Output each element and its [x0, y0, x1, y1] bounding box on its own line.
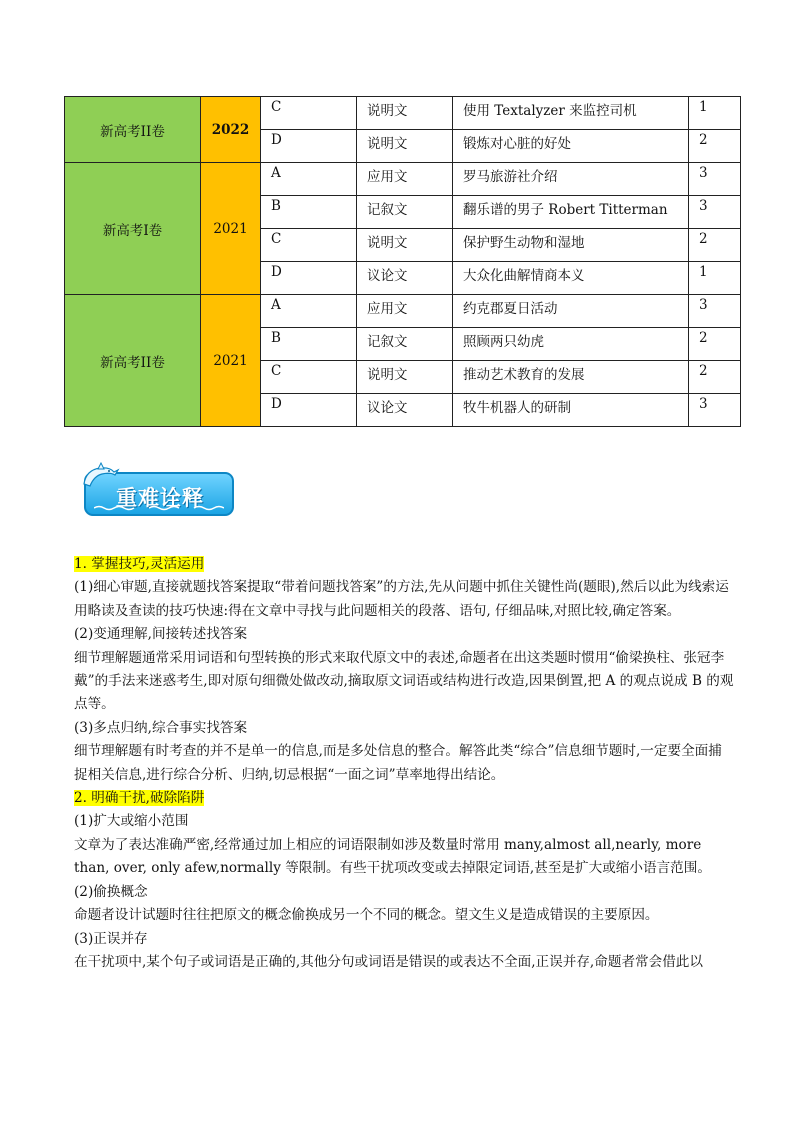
year-cell: 2021	[201, 295, 261, 427]
subheading: (2)偷换概念	[74, 883, 148, 900]
subheading: (2)变通理解,间接转述找答案	[74, 626, 248, 643]
genre-cell: 记叙文	[357, 328, 453, 361]
subheading: (3)正误并存	[74, 930, 148, 947]
part-cell: A	[261, 163, 357, 196]
wave-decoration	[94, 505, 224, 511]
section-heading: 2. 明确干扰,破除陷阱	[74, 790, 205, 807]
genre-cell: 说明文	[357, 97, 453, 130]
year-cell: 2022	[201, 97, 261, 163]
genre-cell: 说明文	[357, 361, 453, 394]
count-cell: 2	[689, 361, 741, 394]
year-cell: 2021	[201, 163, 261, 295]
count-cell: 2	[689, 229, 741, 262]
exam-cell: 新高考II卷	[65, 97, 201, 163]
part-cell: A	[261, 295, 357, 328]
part-cell: D	[261, 394, 357, 427]
subheading: (1)扩大或缩小范围	[74, 813, 189, 830]
count-cell: 1	[689, 262, 741, 295]
paragraph: 文章为了表达准确严密,经常通过加上相应的词语限制如涉及数量时常用 many,almost all,nearly, more than, over, only afew,normally 等限制。有些干扰项改变或去掉限定词语,甚至是扩大或缩小语言范围。	[74, 836, 711, 877]
part-cell: B	[261, 328, 357, 361]
count-cell: 3	[689, 196, 741, 229]
topic-cell: 使用 Textalyzer 来监控司机	[453, 97, 689, 130]
topic-cell: 翻乐谱的男子 Robert Titterman	[453, 196, 689, 229]
table-row	[65, 163, 741, 196]
section-banner	[80, 462, 236, 520]
part-cell: D	[261, 130, 357, 163]
count-cell: 1	[689, 97, 741, 130]
topic-cell: 锻炼对心脏的好处	[453, 130, 689, 163]
paragraph: (1)细心审题,直接就题找答案提取“带着问题找答案”的方法,先从问题中抓住关键性尚(题眼),然后以此为线索运用略读及查读的技巧快速:得在文章中寻找与此问题相关的段落、语句, 仔细品味,对照比较,确定答案。	[74, 579, 729, 619]
subheading: (3)多点归纳,综合事实找答案	[74, 719, 248, 736]
topic-cell: 照顾两只幼虎	[453, 328, 689, 361]
topic-cell: 推动艺术教育的发展	[453, 361, 689, 394]
part-cell: C	[261, 97, 357, 130]
topic-cell: 大众化曲解情商本义	[453, 262, 689, 295]
genre-cell: 议论文	[357, 262, 453, 295]
paragraph: 细节理解题有时考查的并不是单一的信息,而是多处信息的整合。解答此类“综合”信息细节题时,一定要全面捕捉相关信息,进行综合分析、归纳,切忌根据“一面之词”草率地得出结论。	[74, 743, 722, 783]
banner-title: 重难诠释	[116, 486, 204, 510]
exam-table	[64, 96, 741, 427]
genre-cell: 记叙文	[357, 196, 453, 229]
paragraph: 细节理解题通常采用词语和句型转换的形式来取代原文中的表述,命题者在出这类题时惯用“偷梁换柱、张冠李戴”的手法来迷惑考生,即对原句细微处做改动,摘取原文词语或结构进行改造,因果倒置,把 A 的观点说成 B 的观点等。	[74, 649, 734, 713]
table-row	[65, 97, 741, 130]
section-heading: 1. 掌握技巧,灵活运用	[74, 556, 205, 572]
paragraph: 在干扰项中,某个句子或词语是正确的,其他分句或词语是错误的或表达不全面,正误并存,命题者常会借此以	[74, 953, 703, 970]
topic-cell: 保护野生动物和湿地	[453, 229, 689, 262]
topic-cell: 约克郡夏日活动	[453, 295, 689, 328]
table-row	[65, 295, 741, 328]
exam-cell: 新高考II卷	[65, 295, 201, 427]
part-cell: B	[261, 196, 357, 229]
genre-cell: 说明文	[357, 229, 453, 262]
topic-cell: 牧牛机器人的研制	[453, 394, 689, 427]
paragraph: 命题者设计试题时往往把原文的概念偷换成另一个不同的概念。望文生义是造成错误的主要原因。	[74, 907, 659, 924]
count-cell: 3	[689, 295, 741, 328]
count-cell: 2	[689, 328, 741, 361]
count-cell: 3	[689, 394, 741, 427]
genre-cell: 应用文	[357, 163, 453, 196]
part-cell: C	[261, 229, 357, 262]
genre-cell: 议论文	[357, 394, 453, 427]
exam-cell: 新高考I卷	[65, 163, 201, 295]
count-cell: 3	[689, 163, 741, 196]
genre-cell: 说明文	[357, 130, 453, 163]
part-cell: D	[261, 262, 357, 295]
dolphin-icon	[80, 462, 120, 492]
genre-cell: 应用文	[357, 295, 453, 328]
article-body	[74, 553, 734, 974]
count-cell: 2	[689, 130, 741, 163]
topic-cell: 罗马旅游社介绍	[453, 163, 689, 196]
part-cell: C	[261, 361, 357, 394]
